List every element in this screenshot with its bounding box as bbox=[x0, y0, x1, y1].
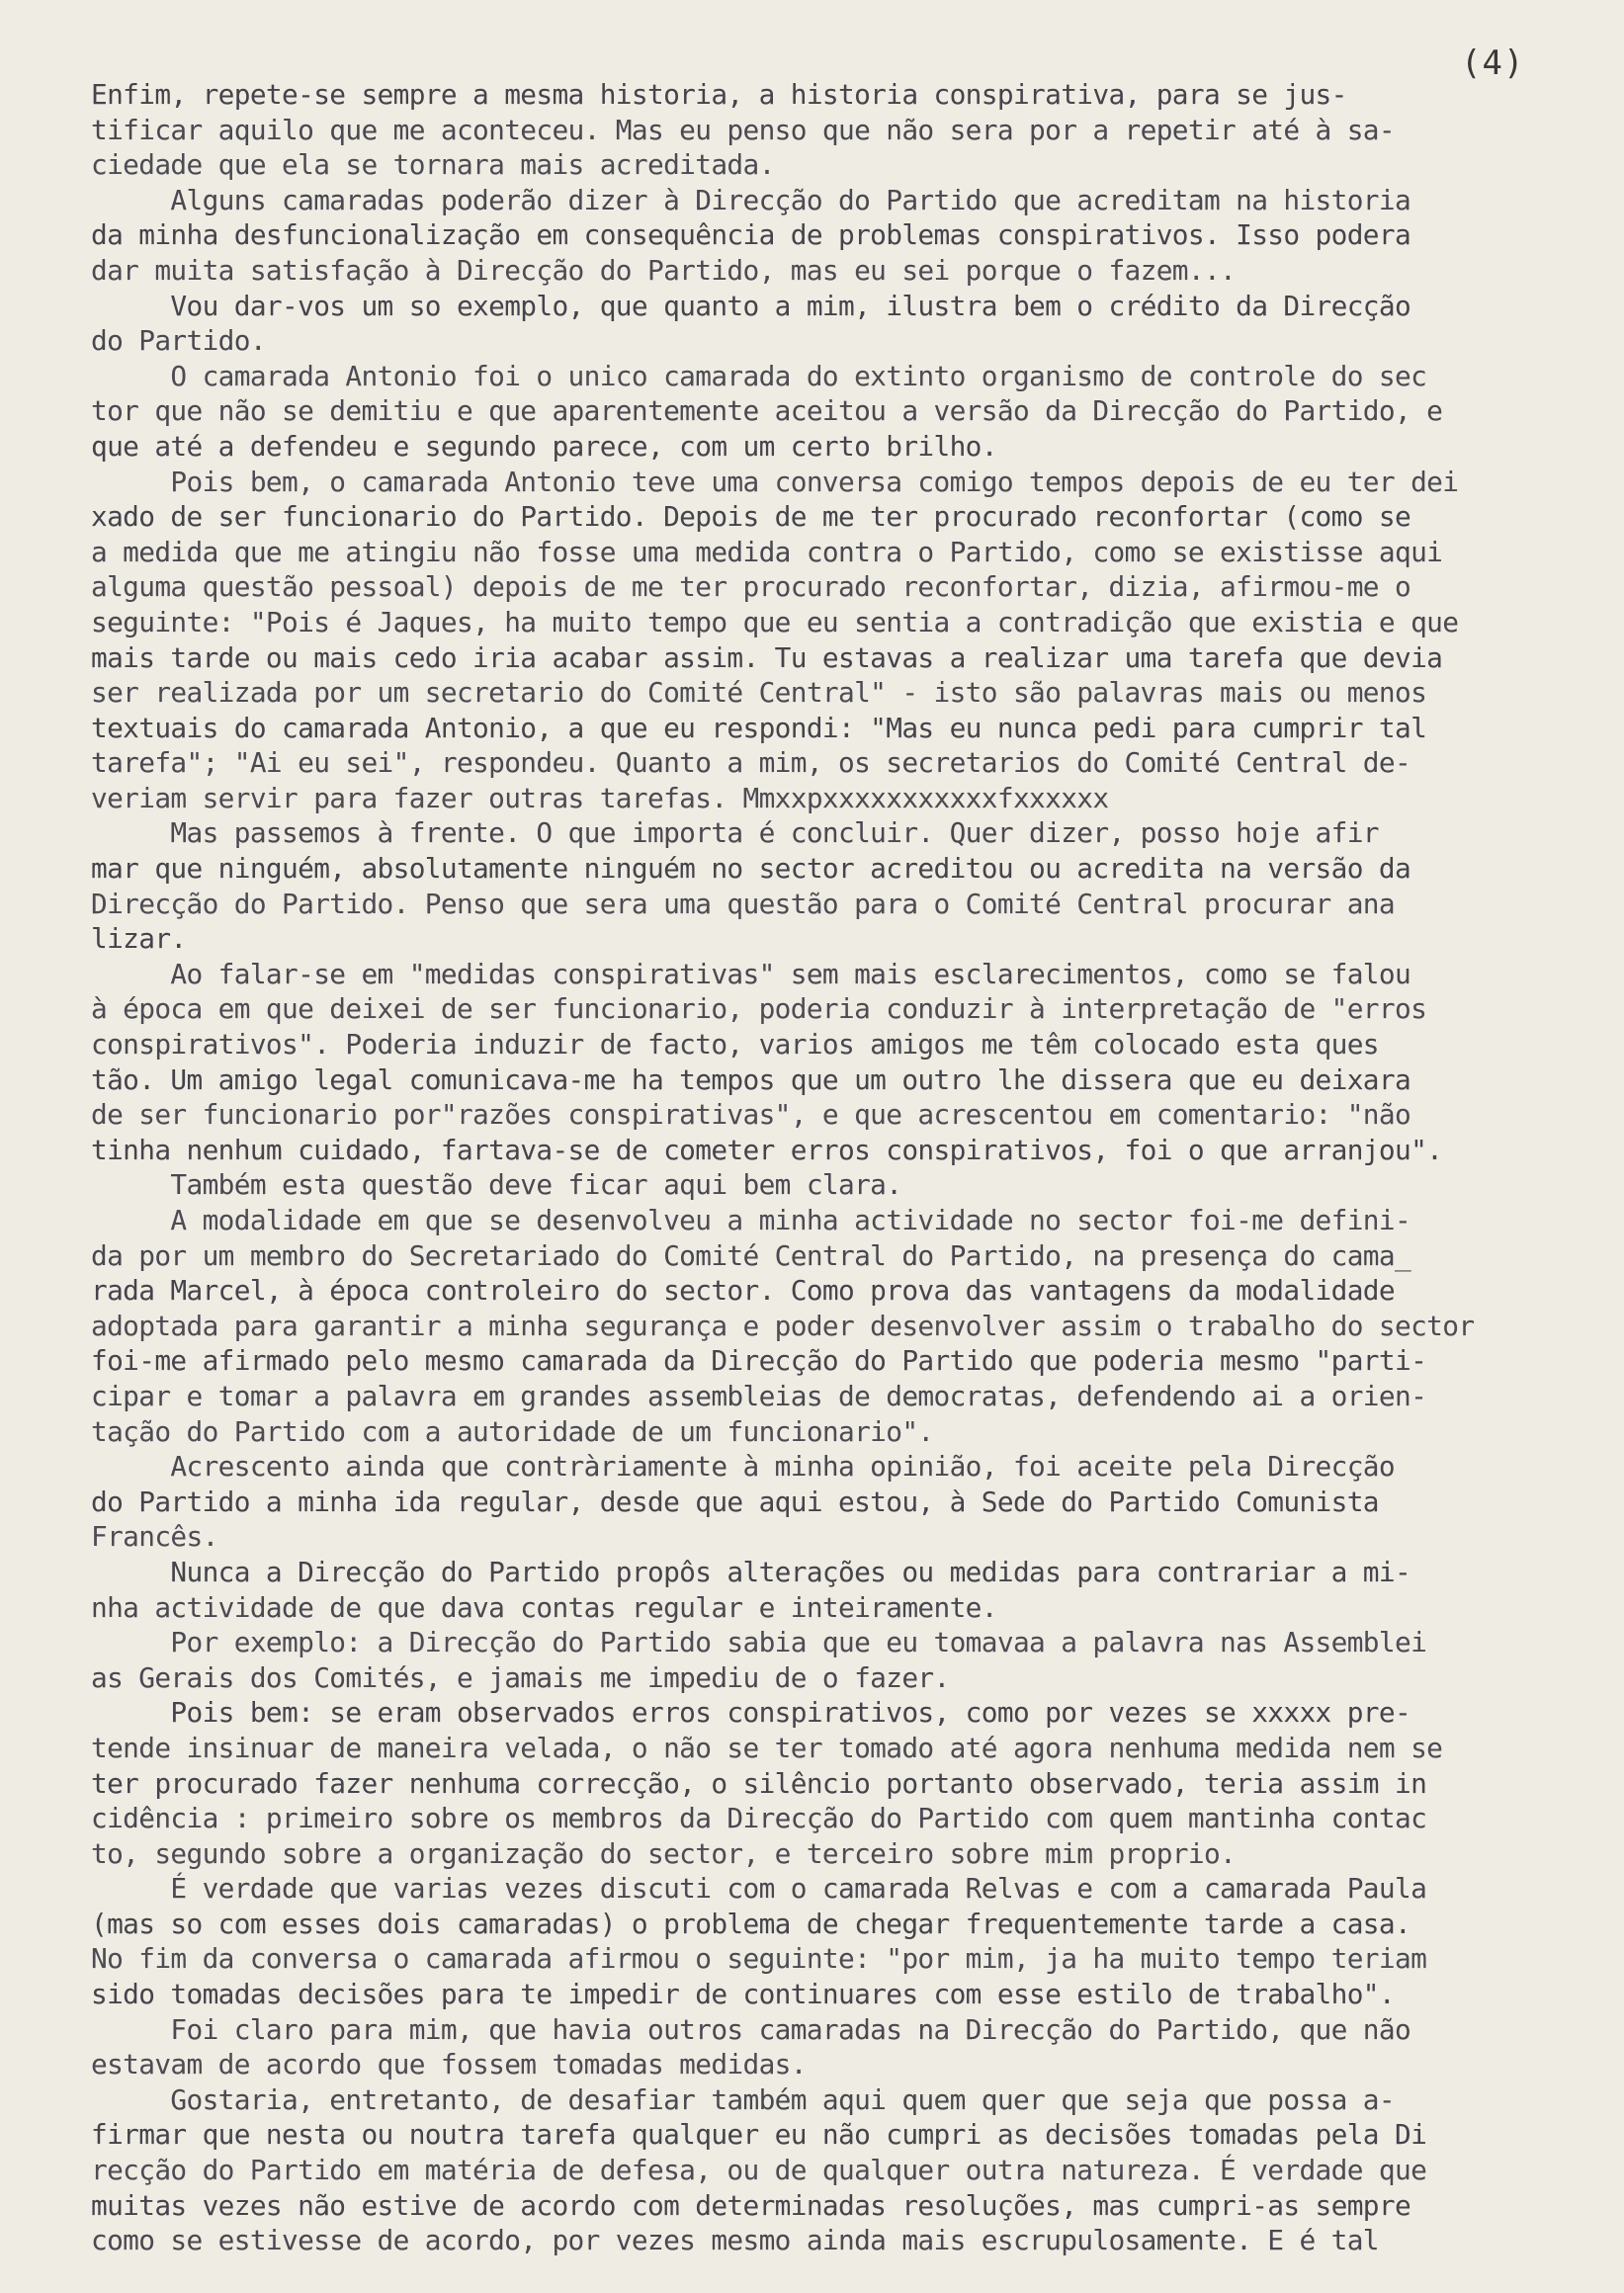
text-line: Foi claro para mim, que havia outros camaradas na Direcção do Partido, que não bbox=[91, 2012, 1411, 2046]
text-line: lizar. bbox=[91, 922, 187, 956]
text-line: a medida que me atingiu não fosse uma medida contra o Partido, como se existisse aqui bbox=[91, 535, 1443, 568]
text-line: tificar aquilo que me aconteceu. Mas eu penso que não sera por a repetir até à sa- bbox=[91, 113, 1395, 146]
text-line: É verdade que varias vezes discuti com o camarada Relvas e com a camarada Paula bbox=[91, 1872, 1427, 1906]
text-line: as Gerais dos Comités, e jamais me impediu de o fazer. bbox=[91, 1660, 950, 1694]
text-line: tende insinuar de maneira velada, o não se ter tomado até agora nenhuma medida nem se bbox=[91, 1731, 1443, 1764]
text-line: da por um membro do Secretariado do Comité Central do Partido, na presença do cama_ bbox=[91, 1238, 1411, 1272]
text-line: Enfim, repete-se sempre a mesma historia, a historia conspirativa, para se jus- bbox=[91, 78, 1347, 111]
text-line: Por exemplo: a Direcção do Partido sabia que eu tomavaa a palavra nas Assemblei bbox=[91, 1626, 1427, 1659]
text-line: tação do Partido com a autoridade de um funcionario". bbox=[91, 1414, 934, 1448]
text-line: Alguns camaradas poderão dizer à Direcção do Partido que acreditam na historia bbox=[91, 183, 1411, 216]
typewritten-text-body bbox=[91, 77, 1589, 2258]
page-number: (4) bbox=[1461, 43, 1525, 83]
text-line: Pois bem: se eram observados erros conspirativos, como por vezes se xxxxx pre- bbox=[91, 1696, 1411, 1730]
text-line: dar muita satisfação à Direcção do Partido, mas eu sei porque o fazem... bbox=[91, 253, 1237, 287]
text-line: Vou dar-vos um so exemplo, que quanto a mim, ilustra bem o crédito da Direcção bbox=[91, 289, 1411, 322]
text-line: à época em que deixei de ser funcionario, poderia conduzir à interpretação de "erros bbox=[91, 992, 1427, 1026]
text-line: muitas vezes não estive de acordo com determinadas resoluções, mas cumpri-as sempre bbox=[91, 2188, 1411, 2222]
text-line: recção do Partido em matéria de defesa, ou de qualquer outra natureza. É verdade que bbox=[91, 2154, 1427, 2187]
text-line: mar que ninguém, absolutamente ninguém no sector acreditou ou acredita na versão da bbox=[91, 852, 1411, 886]
text-line: rada Marcel, à época controleiro do sector. Como prova das vantagens da modalidade bbox=[91, 1274, 1395, 1308]
text-line: tão. Um amigo legal comunicava-me ha tempos que um outro lhe dissera que eu deixara bbox=[91, 1062, 1411, 1096]
text-line: de ser funcionario por"razões conspirativas", e que acrescentou em comentario: "não bbox=[91, 1098, 1411, 1132]
text-line: cidência : primeiro sobre os membros da Direcção do Partido com quem mantinha contac bbox=[91, 1802, 1427, 1835]
text-line: firmar que nesta ou noutra tarefa qualquer eu não cumpri as decisões tomadas pela Di bbox=[91, 2118, 1427, 2152]
text-line: ter procurado fazer nenhuma correcção, o silêncio portanto observado, teria assim in bbox=[91, 1766, 1427, 1800]
text-line: conspirativos". Poderia induzir de facto, varios amigos me têm colocado esta ques bbox=[91, 1028, 1379, 1062]
text-line: ciedade que ela se tornara mais acreditada. bbox=[91, 148, 775, 182]
text-line: Mas passemos à frente. O que importa é concluir. Quer dizer, posso hoje afir bbox=[91, 816, 1379, 850]
text-line: alguma questão pessoal) depois de me ter procurado reconfortar, dizia, afirmou-me o bbox=[91, 570, 1411, 604]
text-line: Direcção do Partido. Penso que sera uma questão para o Comité Central procurar ana bbox=[91, 887, 1395, 920]
text-line: como se estivesse de acordo, por vezes mesmo ainda mais escrupulosamente. E é tal bbox=[91, 2224, 1379, 2257]
text-line: mais tarde ou mais cedo iria acabar assim. Tu estavas a realizar uma tarefa que devia bbox=[91, 640, 1443, 674]
text-line: Nunca a Direcção do Partido propôs alterações ou medidas para contrariar a mi- bbox=[91, 1555, 1411, 1588]
text-line: Ao falar-se em "medidas conspirativas" sem mais esclarecimentos, como se falou bbox=[91, 957, 1411, 990]
text-line: estavam de acordo que fossem tomadas medidas. bbox=[91, 2048, 807, 2081]
text-line: seguinte: "Pois é Jaques, ha muito tempo que eu sentia a contradição que existia e que bbox=[91, 605, 1459, 638]
text-line: tarefa"; "Ai eu sei", respondeu. Quanto a mim, os secretarios do Comité Central de- bbox=[91, 746, 1411, 780]
text-line: A modalidade em que se desenvolveu a minha actividade no sector foi-me defini- bbox=[91, 1204, 1411, 1236]
text-line: sido tomadas decisões para te impedir de continuares com esse estilo de trabalho". bbox=[91, 1978, 1395, 2011]
text-line: Francês. bbox=[91, 1520, 218, 1554]
text-line: Pois bem, o camarada Antonio teve uma conversa comigo tempos depois de eu ter dei bbox=[91, 465, 1459, 498]
text-line: No fim da conversa o camarada afirmou o seguinte: "por mim, ja ha muito tempo teriam bbox=[91, 1942, 1427, 1976]
text-line: que até a defendeu e segundo parece, com um certo brilho. bbox=[91, 429, 997, 463]
text-line: to, segundo sobre a organização do sector, e terceiro sobre mim proprio. bbox=[91, 1836, 1237, 1870]
text-line: tor que não se demitiu e que aparentemente aceitou a versão da Direcção do Partido, e bbox=[91, 394, 1443, 428]
text-line: O camarada Antonio foi o unico camarada do extinto organismo de controle do sec bbox=[91, 359, 1427, 392]
text-line: Também esta questão deve ficar aqui bem clara. bbox=[91, 1168, 902, 1202]
text-line: ser realizada por um secretario do Comité Central" - isto são palavras mais ou menos bbox=[91, 676, 1427, 710]
text-line: Gostaria, entretanto, de desafiar também aqui quem quer que seja que possa a- bbox=[91, 2082, 1395, 2116]
text-line: Acrescento ainda que contràriamente à minha opinião, foi aceite pela Direcção bbox=[91, 1450, 1395, 1484]
text-line: xado de ser funcionario do Partido. Depois de me ter procurado reconfortar (como se bbox=[91, 500, 1411, 534]
text-line: (mas so com esses dois camaradas) o problema de chegar frequentemente tarde a casa. bbox=[91, 1907, 1411, 1940]
text-line: cipar e tomar a palavra em grandes assembleias de democratas, defendendo ai a orien- bbox=[91, 1379, 1427, 1412]
text-line: do Partido a minha ida regular, desde que aqui estou, à Sede do Partido Comunista bbox=[91, 1485, 1379, 1518]
text-line: tinha nenhum cuidado, fartava-se de cometer erros conspirativos, foi o que arranjou". bbox=[91, 1133, 1443, 1166]
text-line: adoptada para garantir a minha segurança e poder desenvolver assim o trabalho do sector bbox=[91, 1309, 1475, 1342]
text-line: foi-me afirmado pelo mesmo camarada da Direcção do Partido que poderia mesmo "parti- bbox=[91, 1344, 1427, 1378]
text-line: do Partido. bbox=[91, 324, 266, 358]
text-line: veriam servir para fazer outras tarefas. Mmxxpxxxxxxxxxxxfxxxxxx bbox=[91, 781, 1109, 814]
text-line: da minha desfuncionalização em consequência de problemas conspirativos. Isso podera bbox=[91, 218, 1411, 252]
text-line: nha actividade de que dava contas regular e inteiramente. bbox=[91, 1590, 997, 1624]
text-line: textuais do camarada Antonio, a que eu respondi: "Mas eu nunca pedi para cumprir tal bbox=[91, 711, 1427, 744]
